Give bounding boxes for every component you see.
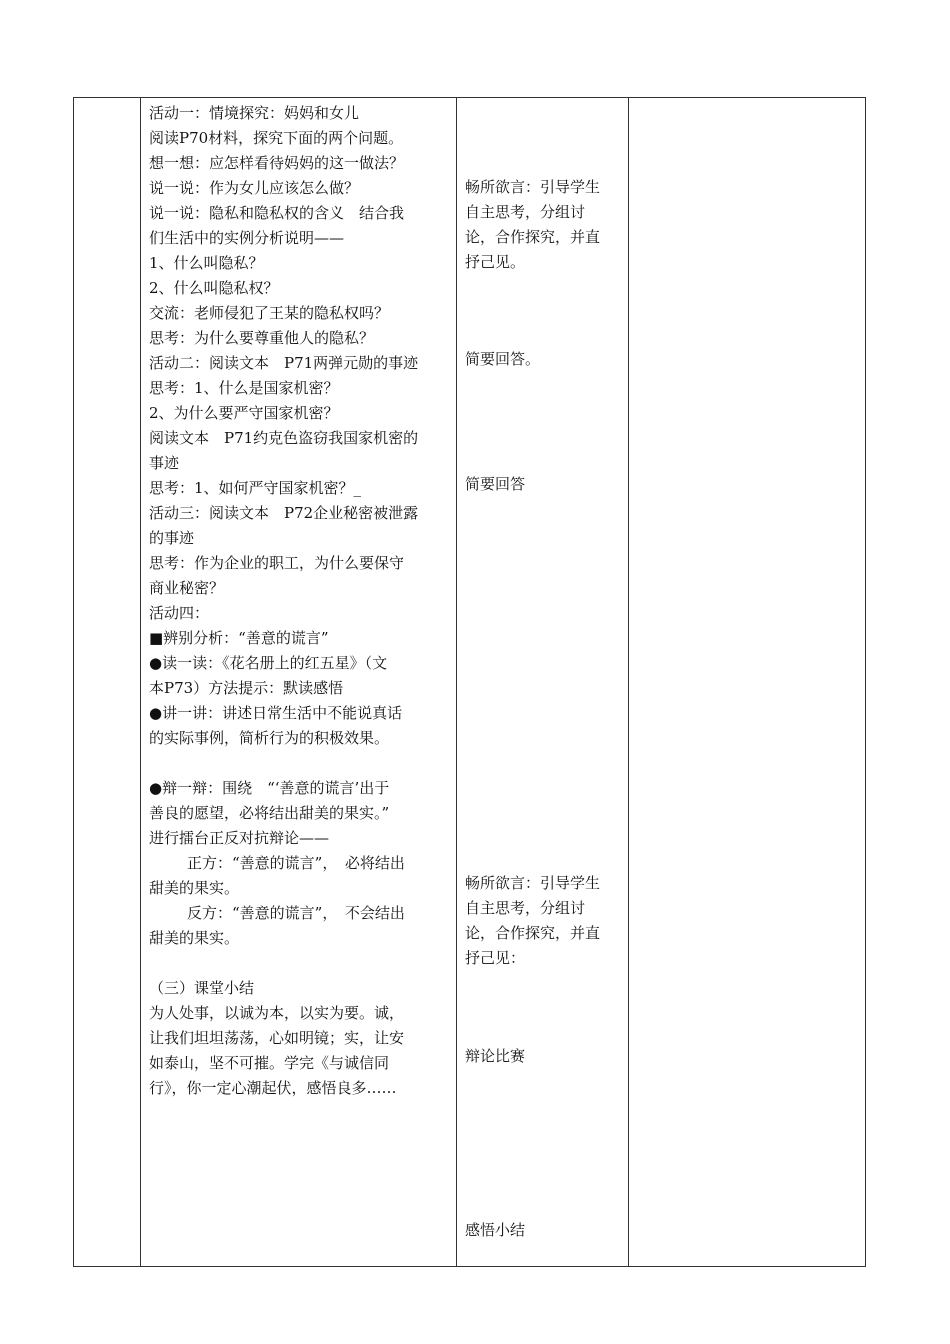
- blank-line: [149, 951, 459, 976]
- text-line: 甜美的果实。: [149, 929, 240, 947]
- text-line: 2、为什么要严守国家机密？: [149, 404, 339, 422]
- text-line: ●辩一辩：围绕 “‘善意的谎言’出于: [149, 779, 390, 797]
- text-line: 1、什么叫隐私？: [149, 254, 264, 272]
- text-line: 事迹: [149, 454, 180, 472]
- note-line: 抒己见。: [465, 253, 526, 271]
- text-line: 们生活中的实例分析说明——: [149, 229, 345, 247]
- text-line: 让我们坦坦荡荡，心如明镜；实，让安: [149, 1029, 405, 1047]
- column-divider-3: [628, 98, 629, 1266]
- text-line: 思考：1、什么是国家机密？: [149, 379, 339, 397]
- student-activity-note: [465, 871, 625, 971]
- student-activity-note: [465, 1044, 625, 1069]
- note-line: 简要回答: [465, 475, 526, 493]
- blank-line: [149, 751, 459, 776]
- text-line: （三）课堂小结: [149, 979, 255, 997]
- text-line: ●讲一讲：讲述日常生活中不能说真话: [149, 704, 403, 722]
- text-line: 活动二：阅读文本 P71两弹元勋的事迹: [149, 354, 419, 372]
- text-line: 活动三：阅读文本 P72企业秘密被泄露: [149, 504, 419, 522]
- text-line: 阅读文本 P71约克色盗窃我国家机密的: [149, 429, 419, 447]
- note-line: 论，合作探究，并直: [465, 228, 601, 246]
- text-line: 善良的愿望，必将结出甜美的果实。”: [149, 804, 390, 822]
- text-line: ■辨别分析：“善意的谎言”: [149, 629, 329, 647]
- text-line: 思考：作为企业的职工，为什么要保守: [149, 554, 405, 572]
- student-activity-note: [465, 472, 625, 497]
- note-line: 感悟小结: [465, 1221, 526, 1239]
- text-line: 如泰山，坚不可摧。学完《与诚信同: [149, 1054, 390, 1072]
- note-line: 畅所欲言：引导学生: [465, 874, 601, 892]
- text-line: 想一想：应怎样看待妈妈的这一做法？: [149, 154, 405, 172]
- note-line: 畅所欲言：引导学生: [465, 178, 601, 196]
- teaching-process-column: [149, 101, 459, 1101]
- text-line: 的实际事例，简析行为的积极效果。: [149, 729, 390, 747]
- text-line: ●读一读：《花名册上的红五星》（文: [149, 654, 388, 672]
- text-line: 行》，你一定心潮起伏，感悟良多……: [149, 1079, 397, 1097]
- text-line: 的事迹: [149, 529, 195, 547]
- note-line: 抒己见：: [465, 949, 526, 967]
- note-line: 论，合作探究，并直: [465, 924, 601, 942]
- text-line: 甜美的果实。: [149, 879, 240, 897]
- student-activity-note: [465, 347, 625, 372]
- note-line: 辩论比赛: [465, 1047, 526, 1065]
- text-line: 思考：1、如何严守国家机密？_: [149, 479, 362, 497]
- text-line: 为人处事，以诚为本，以实为要。诚，: [149, 1004, 405, 1022]
- column-divider-1: [140, 98, 141, 1266]
- text-line: 说一说：作为女儿应该怎么做？: [149, 179, 360, 197]
- text-line: 阅读P70材料，探究下面的两个问题。: [149, 129, 404, 147]
- note-line: 简要回答。: [465, 350, 541, 368]
- student-activity-note: [465, 175, 625, 275]
- text-line: 反方：“善意的谎言”， 不会结出: [187, 904, 405, 922]
- text-line: 2、什么叫隐私权？: [149, 279, 279, 297]
- text-line: 说一说：隐私和隐私权的含义 结合我: [149, 204, 405, 222]
- text-line: 进行擂台正反对抗辩论——: [149, 829, 330, 847]
- lesson-plan-table: [73, 97, 866, 1267]
- student-activity-note: [465, 1218, 625, 1243]
- text-line: 思考：为什么要尊重他人的隐私？: [149, 329, 375, 347]
- text-line: 活动四：: [149, 604, 210, 622]
- text-line: 交流：老师侵犯了王某的隐私权吗？: [149, 304, 390, 322]
- note-line: 自主思考，分组讨: [465, 899, 586, 917]
- text-line: 正方：“善意的谎言”， 必将结出: [187, 854, 405, 872]
- text-line: 活动一：情境探究：妈妈和女儿: [149, 104, 360, 122]
- note-line: 自主思考，分组讨: [465, 203, 586, 221]
- text-line: 本P73）方法提示：默读感悟: [149, 679, 344, 697]
- text-line: 商业秘密？: [149, 579, 225, 597]
